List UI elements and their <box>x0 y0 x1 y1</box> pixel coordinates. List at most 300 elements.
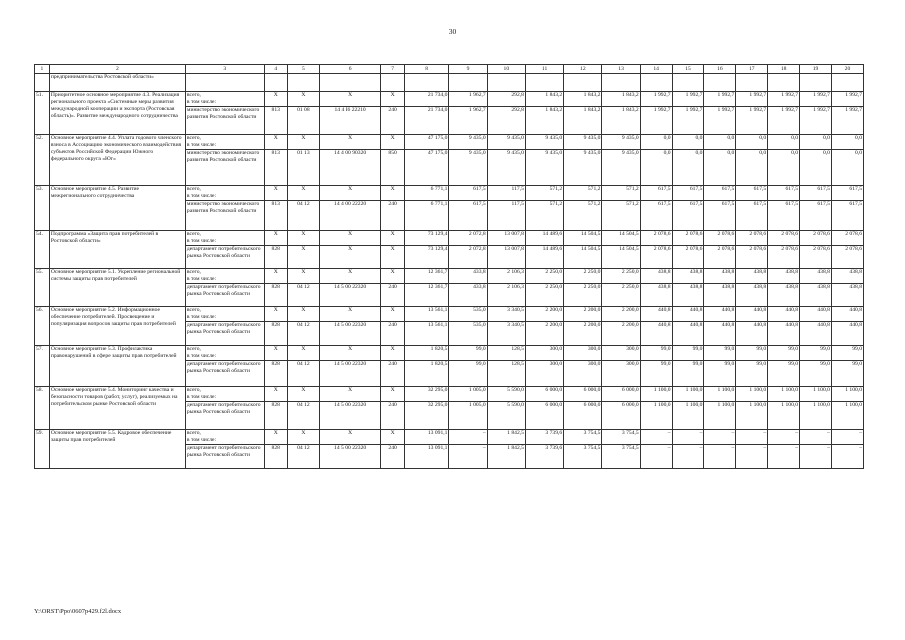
empty-cell <box>319 74 381 92</box>
section-code-cell: 04 12 <box>287 402 319 430</box>
year-amount-cell: – <box>800 430 832 445</box>
year-amount-cell: 617,5 <box>831 186 863 201</box>
year-amount-cell: 128,5 <box>487 346 525 361</box>
year-amount-cell: 438,8 <box>736 284 768 307</box>
year-amount-cell: – <box>831 445 863 469</box>
year-amount-cell: – <box>704 430 736 445</box>
year-amount-cell: 1 100,0 <box>704 402 736 430</box>
grbs-code-cell: 813 <box>264 201 287 231</box>
year-amount-cell: – <box>449 445 487 469</box>
target-article-cell: X <box>319 92 381 107</box>
target-article-cell: 14 4 00 90320 <box>319 150 381 186</box>
empty-cell <box>800 74 832 92</box>
responsible-executor-cell: министерство экономического развития Ростовской области <box>185 150 264 186</box>
year-amount-cell: 99,0 <box>640 361 672 387</box>
section-code-cell: X <box>287 92 319 107</box>
year-amount-cell: 1 992,7 <box>704 92 736 107</box>
target-article-cell: X <box>319 186 381 201</box>
row-number-cell: 59. <box>35 430 50 469</box>
year-amount-cell: 1 100,0 <box>704 387 736 402</box>
year-amount-cell: 0,0 <box>736 135 768 150</box>
year-amount-cell: 438,8 <box>736 269 768 284</box>
year-amount-cell: 440,8 <box>800 322 832 346</box>
column-number-7: 7 <box>381 65 404 74</box>
year-amount-cell: 440,8 <box>768 322 800 346</box>
expense-type-cell: 240 <box>381 322 404 346</box>
column-number-row <box>35 65 864 74</box>
grbs-code-cell: 813 <box>264 107 287 135</box>
year-amount-cell: 6 000,0 <box>525 387 563 402</box>
year-amount-cell: 13 007,8 <box>487 231 525 246</box>
year-amount-cell: 6 000,0 <box>525 402 563 430</box>
expense-type-cell: X <box>381 92 404 107</box>
expense-type-cell: 240 <box>381 107 404 135</box>
section-code-cell: X <box>287 307 319 322</box>
year-amount-cell: 0,0 <box>704 135 736 150</box>
year-amount-cell: 1 100,0 <box>800 402 832 430</box>
year-amount-cell: 0,0 <box>672 135 704 150</box>
measure-name-cell: Основное мероприятие 5.1. Укрепление региональной системы защиты прав потребителей <box>49 269 185 307</box>
year-amount-cell: 1 100,0 <box>640 402 672 430</box>
column-number-11: 11 <box>525 65 563 74</box>
total-amount-cell: 21 734,0 <box>404 92 449 107</box>
year-amount-cell: 6 000,0 <box>602 402 640 430</box>
year-amount-cell: 99,0 <box>704 346 736 361</box>
year-amount-cell: 3 754,5 <box>564 445 602 469</box>
year-amount-cell: 2 078,6 <box>831 231 863 246</box>
table-row-total <box>35 307 864 322</box>
column-number-18: 18 <box>768 65 800 74</box>
grbs-code-cell: X <box>264 430 287 445</box>
page-number: 30 <box>448 27 457 36</box>
row-number-cell: 57. <box>35 346 50 387</box>
section-code-cell: 04 12 <box>287 445 319 469</box>
year-amount-cell: 440,8 <box>640 322 672 346</box>
year-amount-cell: – <box>704 445 736 469</box>
empty-cell <box>404 74 449 92</box>
year-amount-cell: 292,8 <box>487 92 525 107</box>
total-amount-cell: 73 129,4 <box>404 246 449 269</box>
year-amount-cell: 440,8 <box>736 307 768 322</box>
section-code-cell: X <box>287 387 319 402</box>
section-code-cell: X <box>287 346 319 361</box>
table-row-total <box>35 269 864 284</box>
year-amount-cell: 99,0 <box>736 346 768 361</box>
year-amount-cell: 440,8 <box>672 322 704 346</box>
grbs-code-cell: 813 <box>264 150 287 186</box>
year-amount-cell: 1 005,0 <box>449 387 487 402</box>
year-amount-cell: 2 078,6 <box>640 231 672 246</box>
responsible-executor-cell: всего, в том числе: <box>185 92 264 107</box>
total-amount-cell: 32 295,0 <box>404 387 449 402</box>
year-amount-cell: 300,0 <box>602 361 640 387</box>
responsible-executor-cell: всего, в том числе: <box>185 387 264 402</box>
measure-name-cell: Подпрограмма «Защита прав потребителей в Ростовской области» <box>49 231 185 269</box>
grbs-code-cell: X <box>264 346 287 361</box>
year-amount-cell: 14 504,5 <box>564 231 602 246</box>
target-article-cell: X <box>319 231 381 246</box>
year-amount-cell: 617,5 <box>736 201 768 231</box>
section-code-cell: X <box>287 135 319 150</box>
responsible-executor-cell: всего, в том числе: <box>185 346 264 361</box>
year-amount-cell: 14 489,6 <box>525 246 563 269</box>
year-amount-cell: 99,0 <box>800 346 832 361</box>
column-number-6: 6 <box>319 65 381 74</box>
expense-type-cell: X <box>381 269 404 284</box>
year-amount-cell: 1 962,7 <box>449 107 487 135</box>
section-code-cell: X <box>287 231 319 246</box>
year-amount-cell: 300,0 <box>525 346 563 361</box>
year-amount-cell: 1 992,7 <box>800 107 832 135</box>
table-row-total <box>35 430 864 445</box>
total-amount-cell: 13 091,1 <box>404 430 449 445</box>
year-amount-cell: 438,8 <box>640 284 672 307</box>
expense-type-cell: X <box>381 135 404 150</box>
year-amount-cell: 0,0 <box>831 150 863 186</box>
target-article-cell: 14 4 I6 22210 <box>319 107 381 135</box>
year-amount-cell: 2 200,0 <box>564 307 602 322</box>
empty-cell <box>449 74 487 92</box>
responsible-executor-cell: министерство экономического развития Ростовской области <box>185 201 264 231</box>
column-number-10: 10 <box>487 65 525 74</box>
expense-type-cell: X <box>381 231 404 246</box>
year-amount-cell: 2 078,6 <box>768 231 800 246</box>
grbs-code-cell: 828 <box>264 361 287 387</box>
year-amount-cell: 9 435,0 <box>525 135 563 150</box>
year-amount-cell: 9 435,0 <box>487 135 525 150</box>
year-amount-cell: 9 435,0 <box>564 150 602 186</box>
responsible-executor-cell: всего, в том числе: <box>185 307 264 322</box>
year-amount-cell: 617,5 <box>800 186 832 201</box>
table-row-total <box>35 92 864 107</box>
year-amount-cell: 99,0 <box>800 361 832 387</box>
expense-type-cell: X <box>381 307 404 322</box>
year-amount-cell: 99,0 <box>704 361 736 387</box>
year-amount-cell: 2 072,8 <box>449 231 487 246</box>
year-amount-cell: 117,5 <box>487 186 525 201</box>
year-amount-cell: 0,0 <box>768 135 800 150</box>
year-amount-cell: 2 078,6 <box>736 246 768 269</box>
total-amount-cell: 12 361,7 <box>404 284 449 307</box>
measure-name-cell: Основное мероприятие 5.4. Мониторинг качества и безопасности товаров (работ, услуг), реализуемых на потребительском рынке Ростовской области <box>49 387 185 430</box>
year-amount-cell: 2 200,0 <box>602 322 640 346</box>
year-amount-cell: 9 435,0 <box>564 135 602 150</box>
grbs-code-cell: X <box>264 135 287 150</box>
expense-type-cell: 240 <box>381 284 404 307</box>
year-amount-cell: 99,0 <box>736 361 768 387</box>
year-amount-cell: 0,0 <box>800 135 832 150</box>
year-amount-cell: – <box>640 430 672 445</box>
target-article-cell: X <box>319 346 381 361</box>
expense-type-cell: X <box>381 246 404 269</box>
year-amount-cell: 440,8 <box>704 307 736 322</box>
year-amount-cell: 1 992,7 <box>800 92 832 107</box>
year-amount-cell: 1 100,0 <box>736 387 768 402</box>
total-amount-cell: 1 820,5 <box>404 361 449 387</box>
year-amount-cell: 1 843,2 <box>564 107 602 135</box>
year-amount-cell: 2 250,0 <box>602 284 640 307</box>
column-number-9: 9 <box>449 65 487 74</box>
year-amount-cell: 1 843,2 <box>564 92 602 107</box>
expense-type-cell: 240 <box>381 445 404 469</box>
responsible-executor-cell: департамент потребительского рынка Ростовской области <box>185 322 264 346</box>
year-amount-cell: 1 100,0 <box>800 387 832 402</box>
year-amount-cell: 571,2 <box>564 186 602 201</box>
year-amount-cell: 128,5 <box>487 361 525 387</box>
empty-cell <box>564 74 602 92</box>
year-amount-cell: 571,2 <box>525 186 563 201</box>
column-number-17: 17 <box>736 65 768 74</box>
grbs-code-cell: 828 <box>264 246 287 269</box>
year-amount-cell: 2 072,8 <box>449 246 487 269</box>
year-amount-cell: 2 250,0 <box>564 269 602 284</box>
empty-cell <box>704 74 736 92</box>
year-amount-cell: 1 100,0 <box>831 402 863 430</box>
year-amount-cell: 2 200,0 <box>525 322 563 346</box>
year-amount-cell: 1 992,7 <box>704 107 736 135</box>
year-amount-cell: 433,8 <box>449 284 487 307</box>
table-row-total <box>35 231 864 246</box>
year-amount-cell: 438,8 <box>831 284 863 307</box>
responsible-executor-cell: всего, в том числе: <box>185 430 264 445</box>
year-amount-cell: 617,5 <box>640 201 672 231</box>
year-amount-cell: 438,8 <box>800 269 832 284</box>
target-article-cell: X <box>319 135 381 150</box>
section-code-cell: 04 12 <box>287 201 319 231</box>
column-number-14: 14 <box>640 65 672 74</box>
year-amount-cell: 2 078,6 <box>672 231 704 246</box>
section-code-cell: 04 12 <box>287 284 319 307</box>
total-amount-cell: 13 091,1 <box>404 445 449 469</box>
year-amount-cell: 2 078,6 <box>704 246 736 269</box>
year-amount-cell: 3 754,5 <box>602 445 640 469</box>
responsible-executor-cell: департамент потребительского рынка Ростовской области <box>185 361 264 387</box>
year-amount-cell: 3 739,6 <box>525 445 563 469</box>
year-amount-cell: 1 992,7 <box>736 107 768 135</box>
row-number-cell: 58. <box>35 387 50 430</box>
year-amount-cell: 535,0 <box>449 307 487 322</box>
target-article-cell: X <box>319 269 381 284</box>
row-number-cell: 53. <box>35 186 50 231</box>
year-amount-cell: 9 435,0 <box>449 150 487 186</box>
year-amount-cell: 5 590,0 <box>487 402 525 430</box>
year-amount-cell: 3 340,5 <box>487 322 525 346</box>
column-number-16: 16 <box>704 65 736 74</box>
year-amount-cell: 617,5 <box>704 201 736 231</box>
total-amount-cell: 12 361,7 <box>404 269 449 284</box>
year-amount-cell: 1 992,7 <box>768 92 800 107</box>
column-number-13: 13 <box>602 65 640 74</box>
total-amount-cell: 21 734,0 <box>404 107 449 135</box>
grbs-code-cell: X <box>264 387 287 402</box>
row-number-cell: 52. <box>35 135 50 186</box>
year-amount-cell: 617,5 <box>831 201 863 231</box>
target-article-cell: X <box>319 430 381 445</box>
year-amount-cell: 0,0 <box>640 150 672 186</box>
year-amount-cell: 1 005,0 <box>449 402 487 430</box>
year-amount-cell: – <box>672 445 704 469</box>
year-amount-cell: 571,2 <box>602 201 640 231</box>
expense-type-cell: 850 <box>381 150 404 186</box>
section-code-cell: 04 12 <box>287 322 319 346</box>
total-amount-cell: 32 295,0 <box>404 402 449 430</box>
year-amount-cell: 99,0 <box>672 361 704 387</box>
grbs-code-cell: 828 <box>264 284 287 307</box>
empty-cell <box>185 74 264 92</box>
year-amount-cell: – <box>449 430 487 445</box>
grbs-code-cell: 828 <box>264 445 287 469</box>
year-amount-cell: 2 078,6 <box>831 246 863 269</box>
year-amount-cell: 117,5 <box>487 201 525 231</box>
column-number-1: 1 <box>35 65 50 74</box>
row-number-cell: 56. <box>35 307 50 346</box>
year-amount-cell: 1 100,0 <box>768 402 800 430</box>
measure-name-cell: предпринимательства Ростовской области» <box>49 74 185 92</box>
section-code-cell: X <box>287 186 319 201</box>
year-amount-cell: 2 078,6 <box>800 246 832 269</box>
year-amount-cell: 13 007,8 <box>487 246 525 269</box>
grbs-code-cell: X <box>264 231 287 246</box>
year-amount-cell: 14 504,5 <box>602 231 640 246</box>
year-amount-cell: 2 078,6 <box>800 231 832 246</box>
target-article-cell: 14 5 00 22320 <box>319 445 381 469</box>
year-amount-cell: 1 843,2 <box>525 107 563 135</box>
expense-type-cell: 240 <box>381 201 404 231</box>
year-amount-cell: 1 842,5 <box>487 430 525 445</box>
column-number-5: 5 <box>287 65 319 74</box>
year-amount-cell: 1 100,0 <box>831 387 863 402</box>
year-amount-cell: 99,0 <box>449 361 487 387</box>
year-amount-cell: 440,8 <box>704 322 736 346</box>
year-amount-cell: 99,0 <box>768 361 800 387</box>
year-amount-cell: – <box>800 445 832 469</box>
year-amount-cell: 438,8 <box>704 284 736 307</box>
year-amount-cell: 1 100,0 <box>768 387 800 402</box>
responsible-executor-cell: всего, в том числе: <box>185 186 264 201</box>
row-number-cell: 51. <box>35 92 50 135</box>
year-amount-cell: 617,5 <box>800 201 832 231</box>
budget-allocation-table <box>34 64 864 469</box>
measure-name-cell: Основное мероприятие 4.5. Развитие межрегионального сотрудничества <box>49 186 185 231</box>
year-amount-cell: 1 843,2 <box>525 92 563 107</box>
year-amount-cell: 440,8 <box>768 307 800 322</box>
year-amount-cell: 440,8 <box>640 307 672 322</box>
year-amount-cell: 99,0 <box>640 346 672 361</box>
empty-cell <box>672 74 704 92</box>
year-amount-cell: 9 435,0 <box>602 150 640 186</box>
year-amount-cell: 1 100,0 <box>672 387 704 402</box>
year-amount-cell: 300,0 <box>564 361 602 387</box>
year-amount-cell: 438,8 <box>640 269 672 284</box>
year-amount-cell: 99,0 <box>672 346 704 361</box>
year-amount-cell: 438,8 <box>768 269 800 284</box>
measure-name-cell: Основное мероприятие 5.2. Информационное обеспечение потребителей. Просвещение и популяризация вопросов защиты прав потребителей <box>49 307 185 346</box>
year-amount-cell: – <box>736 445 768 469</box>
year-amount-cell: 440,8 <box>831 322 863 346</box>
year-amount-cell: – <box>640 445 672 469</box>
responsible-executor-cell: всего, в том числе: <box>185 135 264 150</box>
total-amount-cell: 47 175,0 <box>404 135 449 150</box>
year-amount-cell: 617,5 <box>672 186 704 201</box>
year-amount-cell: 617,5 <box>768 186 800 201</box>
total-amount-cell: 6 771,1 <box>404 186 449 201</box>
year-amount-cell: 2 200,0 <box>602 307 640 322</box>
year-amount-cell: 1 962,7 <box>449 92 487 107</box>
year-amount-cell: 2 250,0 <box>525 284 563 307</box>
grbs-code-cell: X <box>264 307 287 322</box>
year-amount-cell: 440,8 <box>831 307 863 322</box>
year-amount-cell: 2 078,6 <box>640 246 672 269</box>
year-amount-cell: 438,8 <box>672 269 704 284</box>
table-row-total <box>35 186 864 201</box>
column-number-8: 8 <box>404 65 449 74</box>
continuation-row <box>35 74 864 92</box>
empty-cell <box>640 74 672 92</box>
year-amount-cell: 1 843,2 <box>602 107 640 135</box>
total-amount-cell: 13 561,1 <box>404 322 449 346</box>
expense-type-cell: 240 <box>381 361 404 387</box>
year-amount-cell: 2 078,6 <box>672 246 704 269</box>
expense-type-cell: X <box>381 430 404 445</box>
year-amount-cell: 99,0 <box>831 361 863 387</box>
year-amount-cell: 440,8 <box>672 307 704 322</box>
responsible-executor-cell: департамент потребительского рынка Ростовской области <box>185 284 264 307</box>
year-amount-cell: 571,2 <box>602 186 640 201</box>
column-number-19: 19 <box>800 65 832 74</box>
measure-name-cell: Приоритетное основное мероприятие 4.3. Реализация регионального проекта «Системные меры развития международной кооперации и экспорта (Ростовская область)». Развитие международного сотрудничества <box>49 92 185 135</box>
year-amount-cell: 2 200,0 <box>525 307 563 322</box>
total-amount-cell: 47 175,0 <box>404 150 449 186</box>
year-amount-cell: 617,5 <box>449 186 487 201</box>
responsible-executor-cell: департамент потребительского рынка Ростовской области <box>185 402 264 430</box>
empty-cell <box>287 74 319 92</box>
grbs-code-cell: X <box>264 186 287 201</box>
target-article-cell: X <box>319 246 381 269</box>
year-amount-cell: 1 992,7 <box>831 107 863 135</box>
year-amount-cell: 617,5 <box>672 201 704 231</box>
column-number-2: 2 <box>49 65 185 74</box>
section-code-cell: 01 08 <box>287 107 319 135</box>
responsible-executor-cell: всего, в том числе: <box>185 269 264 284</box>
year-amount-cell: 617,5 <box>704 186 736 201</box>
year-amount-cell: 2 250,0 <box>602 269 640 284</box>
expense-type-cell: 240 <box>381 402 404 430</box>
year-amount-cell: 6 000,0 <box>602 387 640 402</box>
year-amount-cell: 9 435,0 <box>487 150 525 186</box>
target-article-cell: X <box>319 387 381 402</box>
target-article-cell: 14 5 00 22320 <box>319 322 381 346</box>
measure-name-cell: Основное мероприятие 4.4. Уплата годового членского взноса в Ассоциацию экономического взаимодействия субъектов Российской Федерации Южного федерального округа «Юг» <box>49 135 185 186</box>
target-article-cell: 14 5 00 22320 <box>319 402 381 430</box>
year-amount-cell: 1 992,7 <box>736 92 768 107</box>
table-row-total <box>35 135 864 150</box>
target-article-cell: 14 5 00 22320 <box>319 361 381 387</box>
column-number-12: 12 <box>564 65 602 74</box>
year-amount-cell: 1 992,7 <box>640 107 672 135</box>
year-amount-cell: 99,0 <box>449 346 487 361</box>
year-amount-cell: 0,0 <box>768 150 800 186</box>
year-amount-cell: 617,5 <box>449 201 487 231</box>
year-amount-cell: 438,8 <box>672 284 704 307</box>
expense-type-cell: X <box>381 387 404 402</box>
year-amount-cell: 6 000,0 <box>564 402 602 430</box>
empty-cell <box>525 74 563 92</box>
year-amount-cell: 2 200,0 <box>564 322 602 346</box>
empty-cell <box>602 74 640 92</box>
year-amount-cell: 433,8 <box>449 269 487 284</box>
section-code-cell: X <box>287 269 319 284</box>
responsible-executor-cell: департамент потребительского рынка Ростовской области <box>185 445 264 469</box>
